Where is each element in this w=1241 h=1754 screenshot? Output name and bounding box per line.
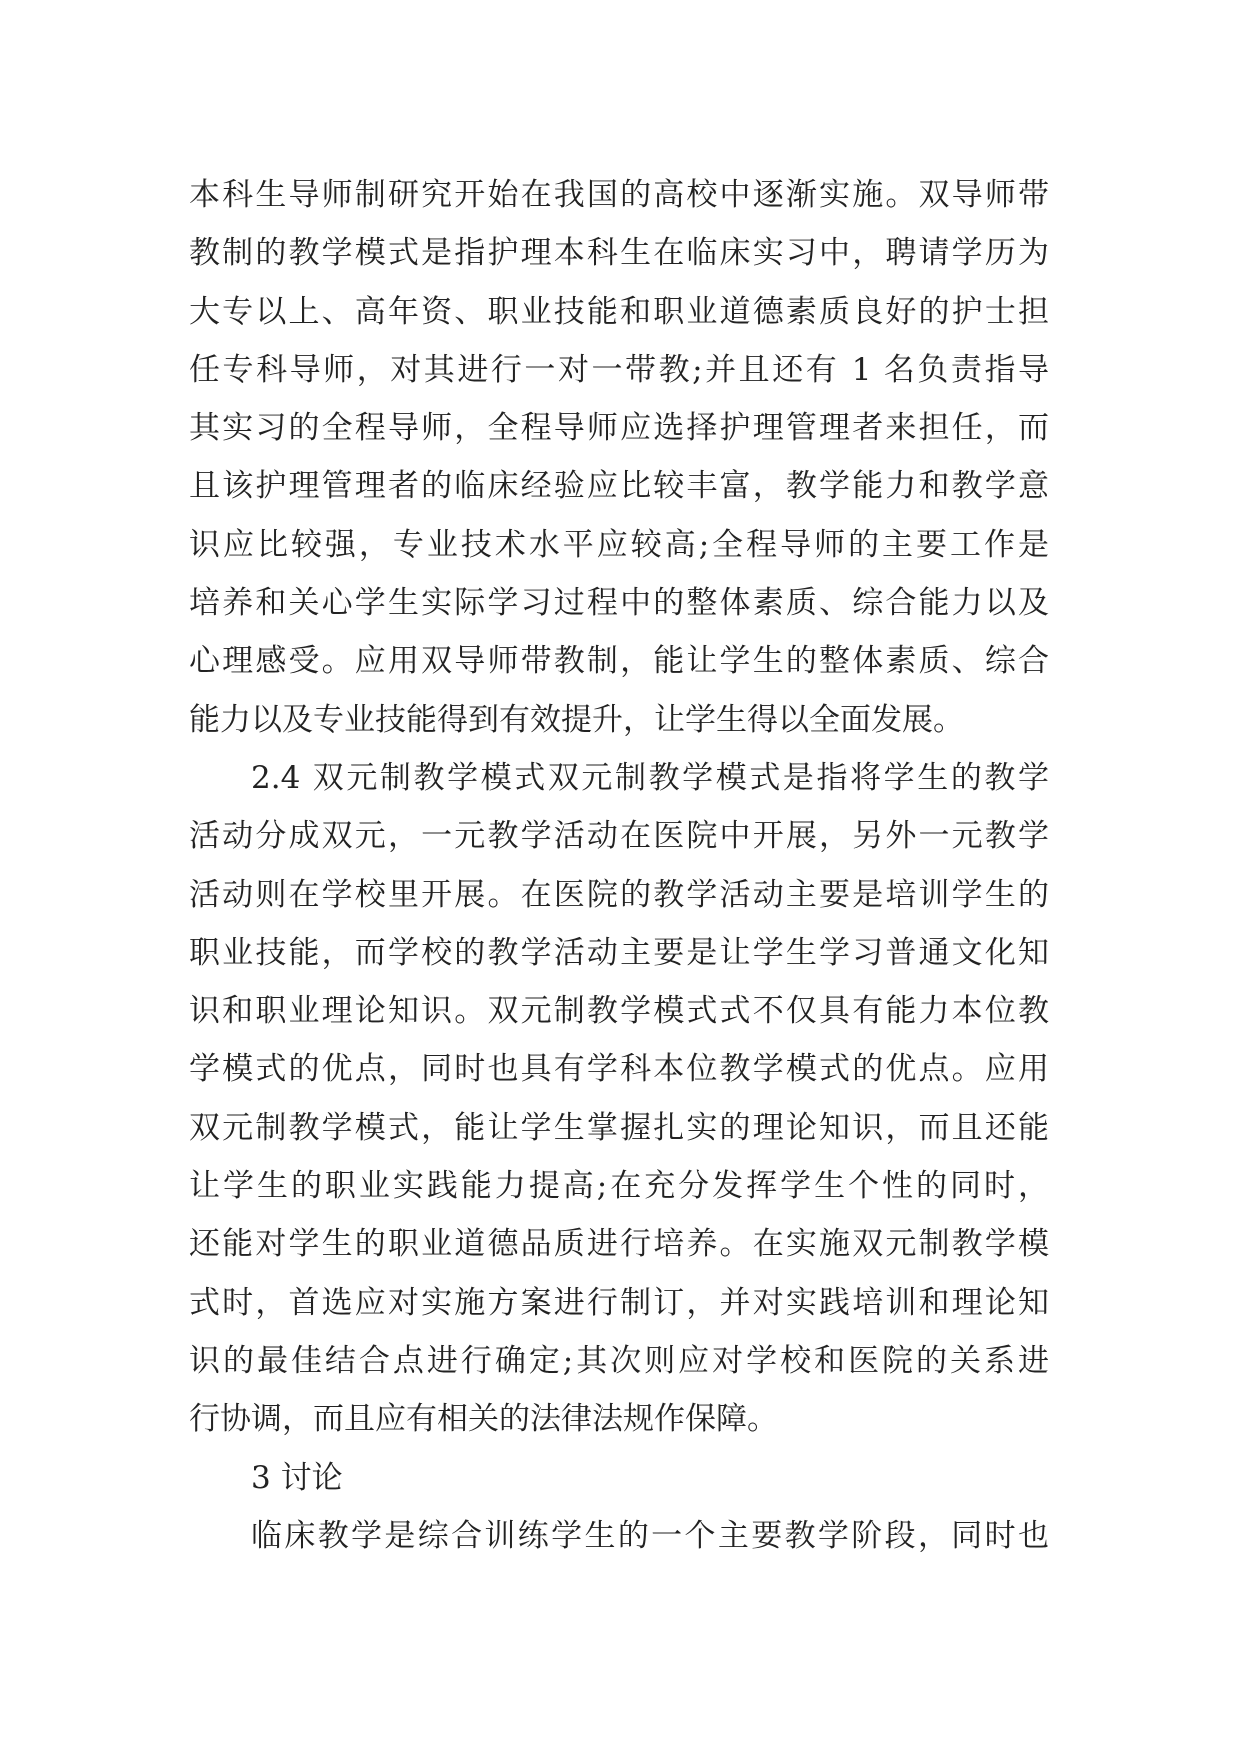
section-2-4-heading-line: 2.4 双元制教学模式双元制教学模式是指将学生的教学 bbox=[251, 759, 1049, 796]
text-line: 活动则在学校里开展。在医院的教学活动主要是培训学生的 bbox=[189, 876, 1049, 913]
text-line: 式时，首选应对实施方案进行制订，并对实践培训和理论知 bbox=[189, 1284, 1049, 1321]
text-line: 活动分成双元，一元教学活动在医院中开展，另外一元教学 bbox=[189, 818, 1049, 855]
text-line: 心理感受。应用双导师带教制，能让学生的整体素质、综合 bbox=[189, 643, 1049, 680]
body-text bbox=[189, 166, 1049, 1565]
text-line: 还能对学生的职业道德品质进行培养。在实施双元制教学模 bbox=[189, 1226, 1049, 1263]
text-line: 学模式的优点，同时也具有学科本位教学模式的优点。应用 bbox=[189, 1051, 1049, 1088]
text-line: 任专科导师，对其进行一对一带教;并且还有 1 名负责指导 bbox=[189, 351, 1049, 388]
text-line: 让学生的职业实践能力提高;在充分发挥学生个性的同时， bbox=[189, 1168, 1049, 1205]
text-line: 临床教学是综合训练学生的一个主要教学阶段，同时也 bbox=[251, 1517, 1049, 1554]
text-line: 识和职业理论知识。双元制教学模式式不仅具有能力本位教 bbox=[189, 993, 1049, 1030]
text-line: 双元制教学模式，能让学生掌握扎实的理论知识，而且还能 bbox=[189, 1109, 1049, 1146]
text-line: 教制的教学模式是指护理本科生在临床实习中，聘请学历为 bbox=[189, 235, 1049, 272]
text-line: 本科生导师制研究开始在我国的高校中逐渐实施。双导师带 bbox=[189, 177, 1049, 213]
text-line: 行协调，而且应有相关的法律法规作保障。 bbox=[189, 1401, 778, 1438]
text-line: 且该护理管理者的临床经验应比较丰富，教学能力和教学意 bbox=[189, 468, 1049, 505]
text-line: 能力以及专业技能得到有效提升，让学生得以全面发展。 bbox=[189, 701, 964, 738]
section-3-heading: 3 讨论 bbox=[251, 1459, 343, 1496]
text-line: 识应比较强，专业技术水平应较高;全程导师的主要工作是 bbox=[189, 526, 1049, 563]
text-line: 大专以上、高年资、职业技能和职业道德素质良好的护士担 bbox=[189, 293, 1049, 330]
text-line: 其实习的全程导师，全程导师应选择护理管理者来担任，而 bbox=[189, 410, 1049, 447]
text-line: 职业技能，而学校的教学活动主要是让学生学习普通文化知 bbox=[189, 934, 1049, 971]
text-line: 识的最佳结合点进行确定;其次则应对学校和医院的关系进 bbox=[189, 1342, 1049, 1379]
text-line: 培养和关心学生实际学习过程中的整体素质、综合能力以及 bbox=[189, 585, 1049, 622]
